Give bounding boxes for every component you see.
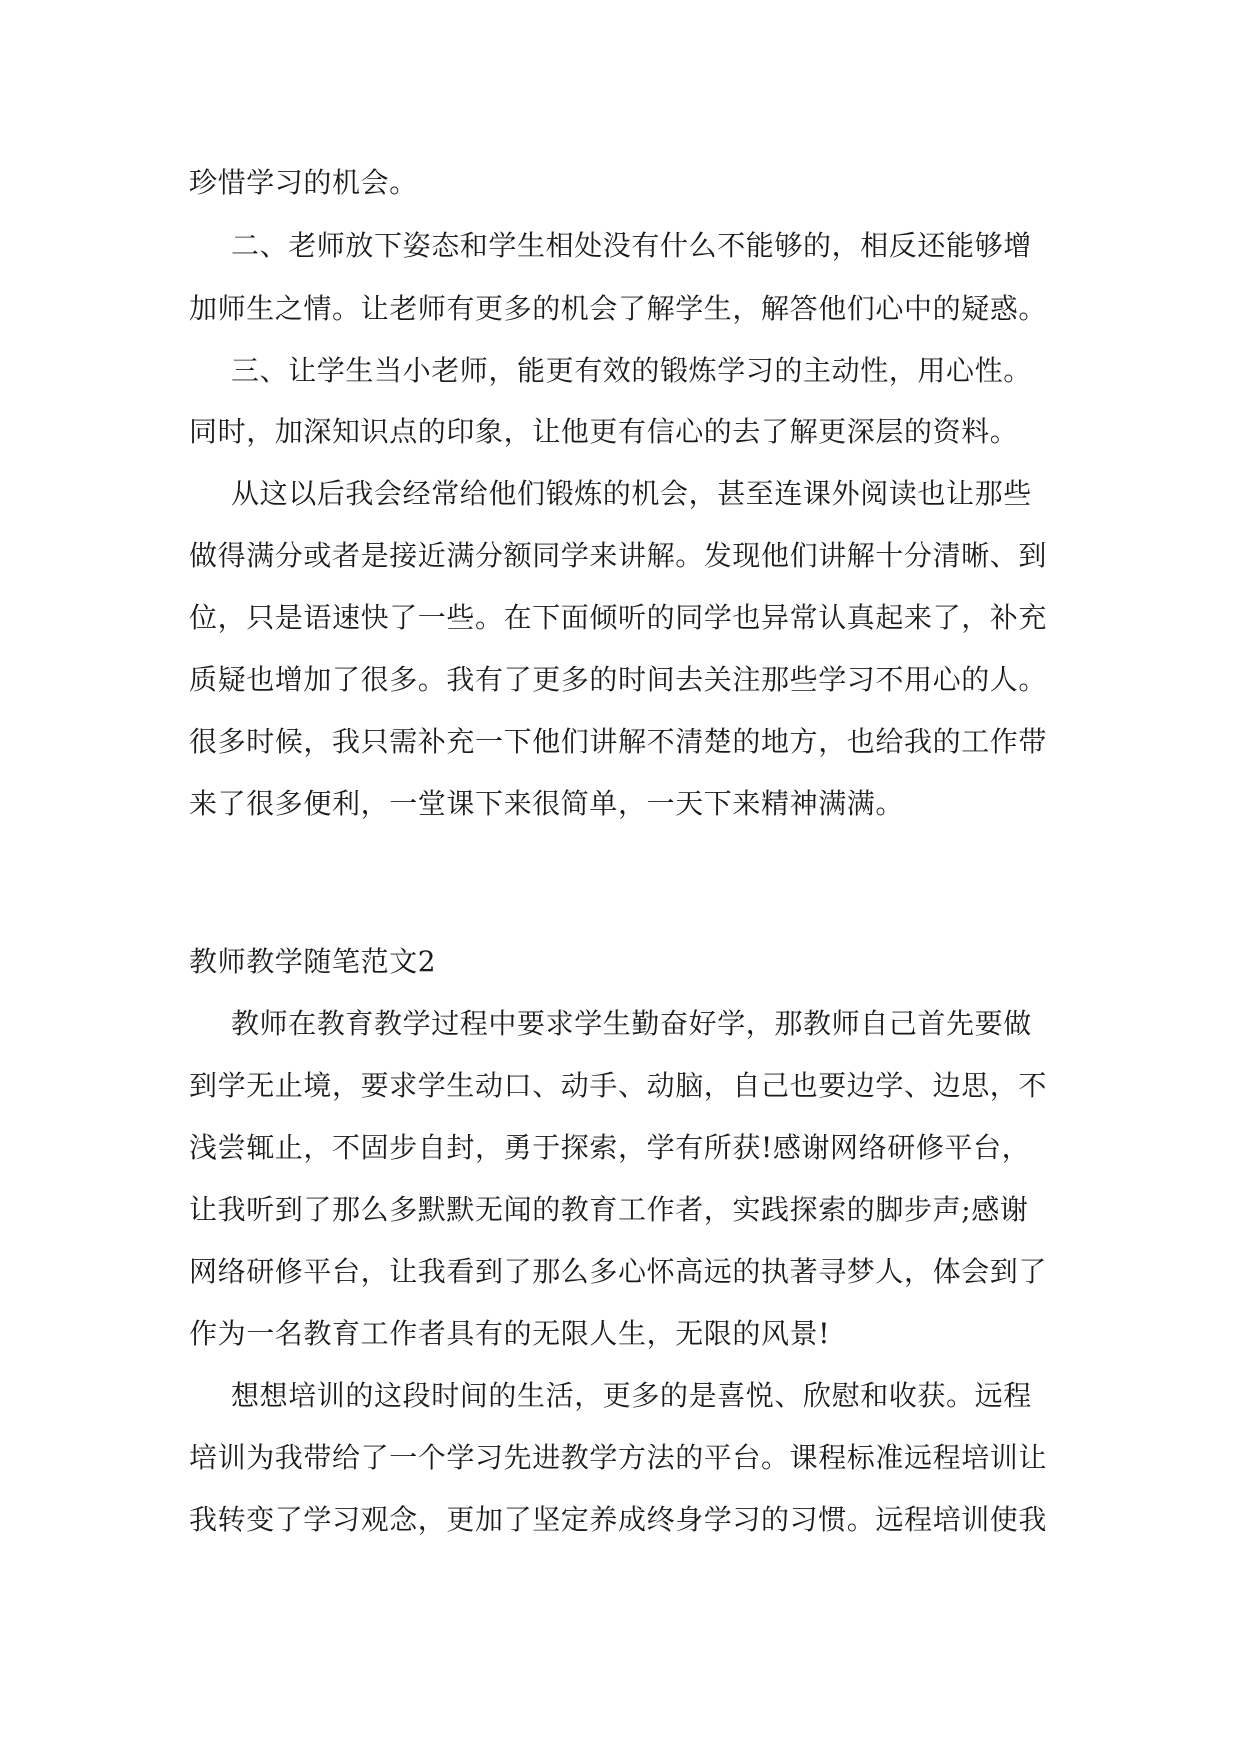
section-heading: 教师教学随笔范文2 xyxy=(189,945,437,978)
text-line: 我转变了学习观念，更加了坚定养成终身学习的习惯。远程培训使我 xyxy=(189,1503,1048,1536)
text-line: 教师在教育教学过程中要求学生勤奋好学，那教师自己首先要做 xyxy=(231,1007,1032,1040)
text-line: 想想培训的这段时间的生活，更多的是喜悦、欣慰和收获。远程 xyxy=(231,1379,1032,1412)
text-line: 网络研修平台，让我看到了那么多心怀高远的执著寻梦人，体会到了 xyxy=(189,1255,1048,1288)
text-line: 做得满分或者是接近满分额同学来讲解。发现他们讲解十分清晰、到 xyxy=(189,539,1048,572)
text-line: 到学无止境，要求学生动口、动手、动脑，自己也要边学、边思，不 xyxy=(189,1069,1048,1102)
text-line: 从这以后我会经常给他们锻炼的机会，甚至连课外阅读也让那些 xyxy=(231,477,1032,510)
text-line: 作为一名教育工作者具有的无限人生，无限的风景! xyxy=(189,1317,831,1350)
text-line: 二、老师放下姿态和学生相处没有什么不能够的，相反还能够增 xyxy=(231,229,1032,262)
text-line: 加师生之情。让老师有更多的机会了解学生，解答他们心中的疑惑。 xyxy=(189,292,1048,325)
text-line: 三、让学生当小老师，能更有效的锻炼学习的主动性，用心性。 xyxy=(231,354,1032,387)
text-line: 同时，加深知识点的印象，让他更有信心的去了解更深层的资料。 xyxy=(189,415,1019,448)
text-line: 很多时候，我只需补充一下他们讲解不清楚的地方，也给我的工作带 xyxy=(189,725,1048,758)
text-line: 让我听到了那么多默默无闻的教育工作者，实践探索的脚步声;感谢 xyxy=(189,1193,1029,1226)
text-line: 位，只是语速快了一些。在下面倾听的同学也异常认真起来了，补充 xyxy=(189,601,1048,634)
text-line: 浅尝辄止，不固步自封，勇于探索，学有所获!感谢网络研修平台， xyxy=(189,1131,1031,1164)
text-line: 培训为我带给了一个学习先进教学方法的平台。课程标准远程培训让 xyxy=(189,1441,1048,1474)
text-line: 来了很多便利，一堂课下来很简单，一天下来精神满满。 xyxy=(189,787,905,820)
text-line: 珍惜学习的机会。 xyxy=(189,166,418,199)
text-line: 质疑也增加了很多。我有了更多的时间去关注那些学习不用心的人。 xyxy=(189,663,1048,696)
